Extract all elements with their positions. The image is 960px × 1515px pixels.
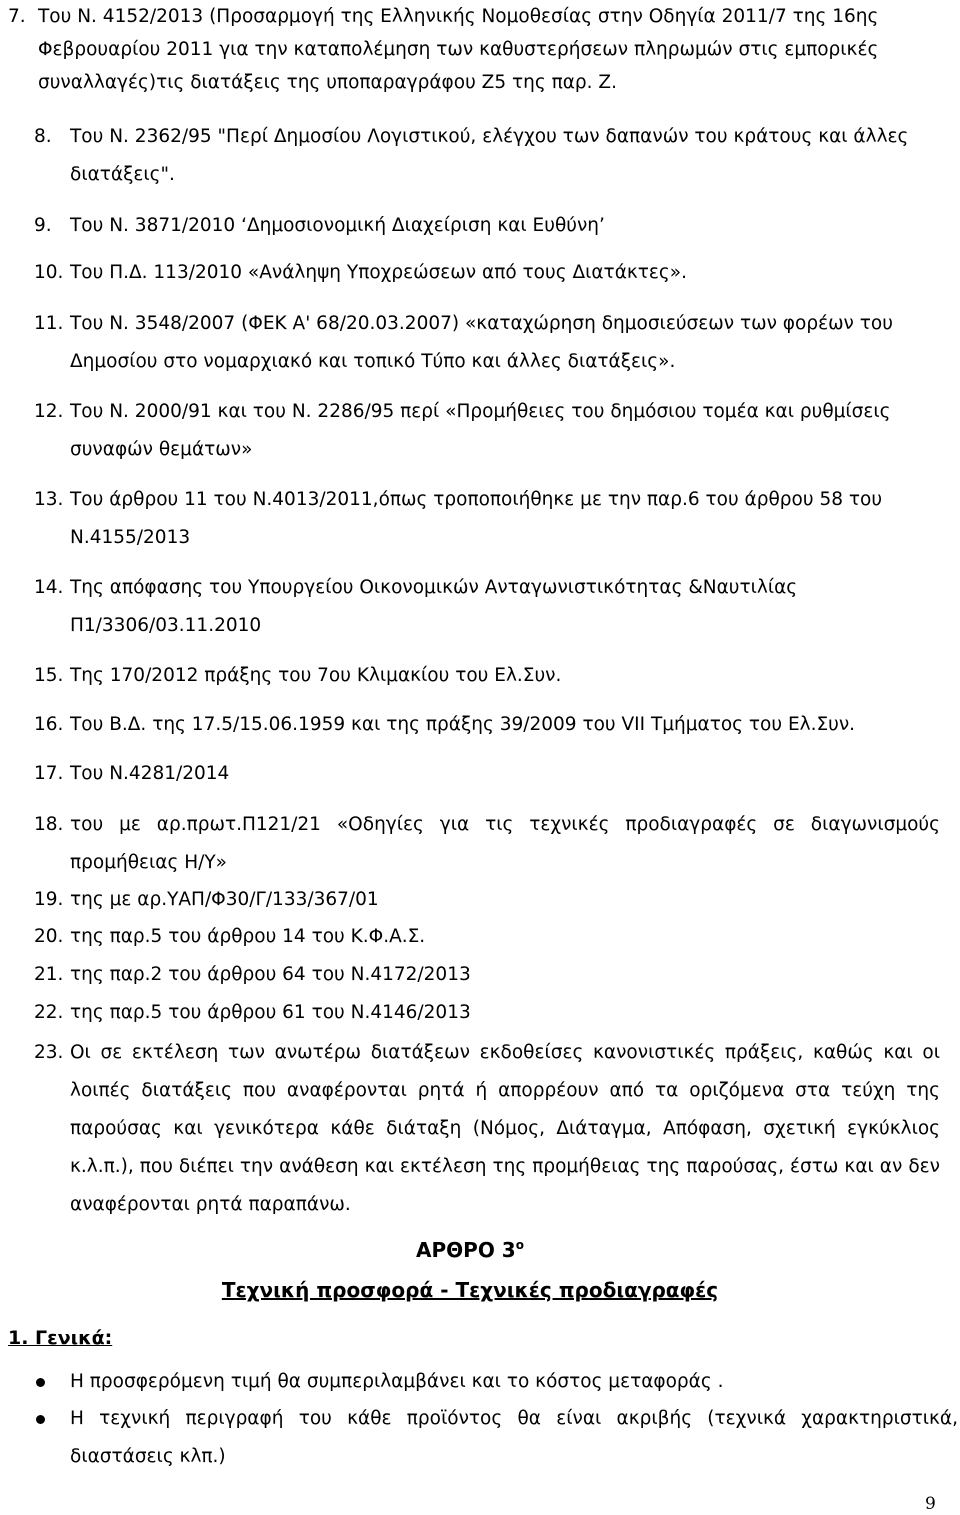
item-text: της παρ.5 του άρθρου 14 του Κ.Φ.Α.Σ. (70, 926, 426, 947)
bullet-icon (36, 1415, 45, 1424)
item-number: 15. (34, 665, 64, 686)
item-text: Οι σε εκτέλεση των ανωτέρω διατάξεων εκδοθείσες κανονιστικές πράξεις, καθώς και οι λοιπές διατάξεις που αναφέρονται ρητά ή απορρέουν από τα οριζόμενα στα τεύχη της παρούσας και γενικότερα κάθε διάταξη (Νόμος, Διάταγμα, Απόφαση, σχετική εγκύκλιος κ.λ.π.), που διέπει την ανάθεση και εκτέλεση της προμήθειας της παρούσας, έστω και αν δεν αναφέρονται ρητά παραπάνω. (70, 1042, 940, 1215)
item-number: 22. (34, 1002, 64, 1023)
item-text: της παρ.2 του άρθρου 64 του Ν.4172/2013 (70, 964, 471, 985)
article-title-text: ΑΡΘΡΟ 3 (416, 1238, 516, 1262)
item-number: 20. (34, 926, 64, 947)
page-number: 9 (925, 1494, 936, 1514)
item-text: Του Ν. 3871/2010 ‘Δημοσιονομική Διαχείριση και Ευθύνη’ (70, 215, 605, 236)
item-text: του με αρ.πρωτ.Π121/21 «Οδηγίες για τις τεχνικές προδιαγραφές σε διαγωνισμούς προμήθειας Η/Υ» (70, 814, 940, 873)
item-text: Του άρθρου 11 του Ν.4013/2011,όπως τροποποιήθηκε με την παρ.6 του άρθρου 58 του Ν.4155/2013 (70, 489, 883, 548)
article-title (0, 1238, 940, 1262)
item-text: Του Ν. 2362/95 "Περί Δημοσίου Λογιστικού, ελέγχου των δαπανών του κράτους και άλλες διατάξεις". (70, 126, 909, 185)
item-number: 16. (34, 714, 64, 735)
item-number: 18. (34, 814, 64, 835)
item-text: Του Ν. 2000/91 και του Ν. 2286/95 περί «Προμήθειες του δημόσιου τομέα και ρυθμίσεις συναφών θεμάτων» (70, 401, 891, 460)
item-number: 12. (34, 401, 64, 422)
item-number: 13. (34, 489, 64, 510)
item-number: 19. (34, 889, 64, 910)
item-number: 23. (34, 1042, 64, 1063)
item-number: 9. (34, 215, 52, 236)
item-number: 10. (34, 262, 64, 283)
article-title-superscript: ο (515, 1238, 524, 1252)
item-text: Της 170/2012 πράξης του 7ου Κλιμακίου του Ελ.Συν. (70, 665, 562, 686)
item-number: 11. (34, 313, 64, 334)
item-number: 14. (34, 577, 64, 598)
item-text: Του Π.Δ. 113/2010 «Ανάληψη Υποχρεώσεων από τους Διατάκτες». (70, 262, 687, 283)
bullet-text: Η προσφερόμενη τιμή θα συμπεριλαμβάνει και το κόστος μεταφοράς . (70, 1371, 724, 1392)
section-heading: 1. Γενικά: (8, 1327, 113, 1349)
item-number: 21. (34, 964, 64, 985)
item-text: της με αρ.ΥΑΠ/Φ30/Γ/133/367/01 (70, 889, 379, 910)
item-text: της παρ.5 του άρθρου 61 του Ν.4146/2013 (70, 1002, 471, 1023)
item-text: Της απόφασης του Υπουργείου Οικονομικών Ανταγωνιστικότητας &Ναυτιλίας Π1/3306/03.11.2010 (70, 577, 798, 636)
item-number: 17. (34, 763, 64, 784)
item-text: Του Ν.4281/2014 (70, 763, 230, 784)
bullet-icon (36, 1378, 45, 1387)
item-text: Του Ν. 4152/2013 (Προσαρμογή της Ελληνικής Νομοθεσίας στην Οδηγία 2011/7 της 16ης Φεβρουαρίου 2011 για την καταπολέμηση των καθυστερήσεων πληρωμών στις εμπορικές συναλλαγές)τις διατάξεις της υποπαραγράφου Ζ5 της παρ. Ζ. (38, 6, 879, 93)
item-number: 7. (8, 6, 26, 27)
article-subtitle: Τεχνική προσφορά - Τεχνικές προδιαγραφές (221, 1278, 719, 1302)
item-text: Του Β.Δ. της 17.5/15.06.1959 και της πράξης 39/2009 του VII Τμήματος του Ελ.Συν. (70, 714, 856, 735)
item-number: 8. (34, 126, 52, 147)
bullet-text: Η τεχνική περιγραφή του κάθε προϊόντος θα είναι ακριβής (τεχνικά χαρακτηριστικά, διαστάσεις κλπ.) (70, 1408, 958, 1467)
item-text: Του Ν. 3548/2007 (ΦΕΚ Α' 68/20.03.2007) «καταχώρηση δημοσιεύσεων των φορέων του Δημοσίου στο νομαρχιακό και τοπικό Τύπο και άλλες διατάξεις». (70, 313, 893, 372)
